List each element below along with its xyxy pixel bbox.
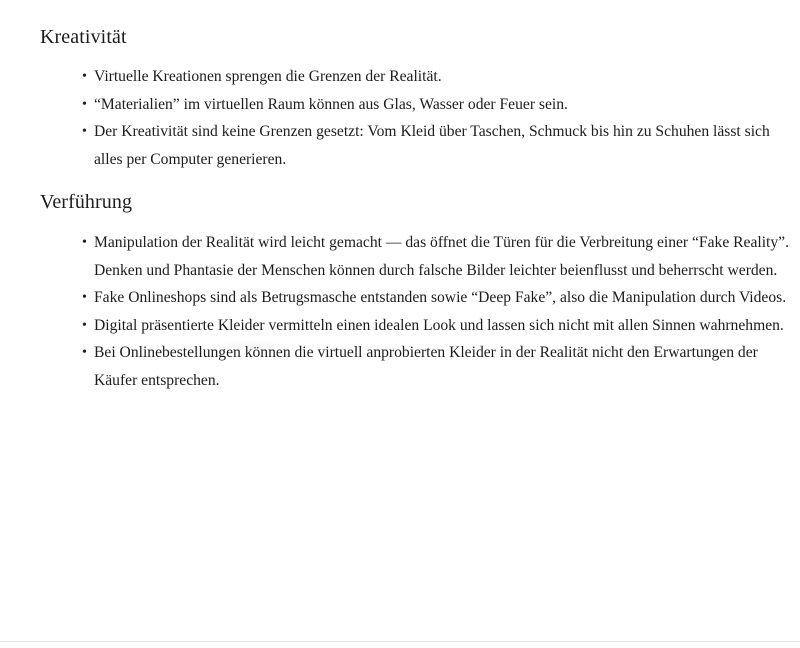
- bullet-icon: •: [82, 235, 87, 250]
- bullet-icon: •: [82, 96, 87, 112]
- list-item: [82, 229, 792, 284]
- list-item: [82, 63, 792, 91]
- list-item-text: Manipulation der Realität wird leicht gemacht — das öffnet die Türen für die Verbreitung einer “Fake Reality”. Denken und Phantasie der Menschen können durch falsche Bilder leichter beienflusst und beherrscht werden.: [94, 234, 789, 279]
- bullet-icon: •: [82, 290, 87, 305]
- scan-artifact: [210, 340, 290, 352]
- bullet-icon: •: [82, 317, 87, 333]
- bullet-icon: •: [82, 124, 87, 139]
- bullet-icon: •: [82, 345, 87, 360]
- list-item: [82, 91, 792, 119]
- list-item: [82, 339, 792, 394]
- list-item: [82, 312, 792, 340]
- list-item-text: Virtuelle Kreationen sprengen die Grenzen der Realität.: [94, 68, 442, 85]
- list-item-text: Bei Onlinebestellungen können die virtuell anprobierten Kleider in der Realität nicht den Erwartungen der Käufer entsprechen.: [94, 344, 758, 389]
- list-item: [82, 284, 792, 312]
- section-heading-verfuehrung: Verführung: [40, 191, 133, 213]
- list-item-text: Der Kreativität sind keine Grenzen gesetzt: Vom Kleid über Taschen, Schmuck bis hin zu Schuhen lässt sich alles per Computer generieren.: [94, 123, 770, 168]
- list-item-text: “Materialien” im virtuellen Raum können aus Glas, Wasser oder Feuer sein.: [94, 95, 568, 113]
- list-item-text: Fake Onlineshops sind als Betrugsmasche entstanden sowie “Deep Fake”, also die Manipulation durch Videos.: [94, 289, 787, 306]
- page-bottom-edge: [0, 641, 800, 642]
- list-item-text: Digital präsentierte Kleider vermitteln einen idealen Look und lassen sich nicht mit allen Sinnen wahrnehmen.: [94, 316, 784, 334]
- list-item: [82, 118, 792, 173]
- bullet-list-kreativitaet: [82, 63, 792, 173]
- section-heading-kreativitaet: Kreativität: [40, 26, 127, 48]
- bullet-icon: •: [82, 69, 87, 84]
- bullet-list-verfuehrung: [82, 229, 792, 394]
